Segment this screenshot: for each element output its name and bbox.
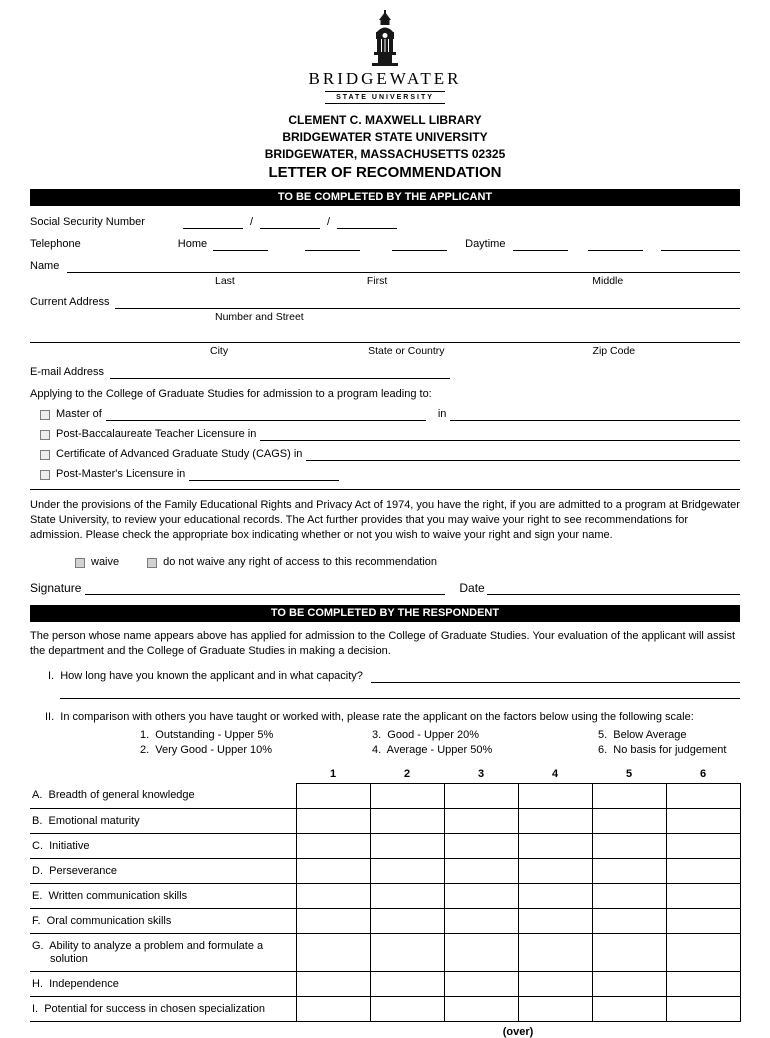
- scale-item: 3. Good - Upper 20%: [372, 729, 480, 741]
- rating-cell[interactable]: [666, 809, 740, 834]
- postbac-field[interactable]: [260, 428, 740, 441]
- respondent-section-bar: TO BE COMPLETED BY THE RESPONDENT: [30, 605, 740, 622]
- logo-rule-bottom: [325, 103, 445, 104]
- table-row: [30, 997, 740, 1022]
- rating-cell[interactable]: [296, 934, 370, 972]
- university-name: BRIDGEWATER STATE UNIVERSITY: [282, 130, 488, 144]
- city-label: City: [210, 345, 229, 357]
- table-row: [30, 909, 740, 934]
- rating-cell[interactable]: [666, 784, 740, 809]
- logo-wordmark: BRIDGEWATER: [308, 69, 462, 88]
- table-row: [30, 934, 740, 972]
- rating-cell[interactable]: [444, 972, 518, 997]
- table-row: [30, 972, 740, 997]
- rating-cell[interactable]: [518, 972, 592, 997]
- signature-row: [30, 582, 740, 595]
- logo-rule-top: [325, 91, 445, 92]
- daytime-label: Daytime: [465, 238, 506, 250]
- rating-cell[interactable]: [518, 909, 592, 934]
- applicant-section-bar: TO BE COMPLETED BY THE APPLICANT: [30, 189, 740, 206]
- rating-cell[interactable]: [444, 859, 518, 884]
- street-sublabel-row: [30, 311, 740, 323]
- clock-tower-logo: [362, 10, 408, 68]
- rating-row-label: D. Perseverance: [30, 859, 296, 884]
- rating-cell[interactable]: [296, 884, 370, 909]
- ferpa-paragraph: Under the provisions of the Family Educational Rights and Privacy Act of 1974, you have the right, if you are admitted to a program at Bridgewater State University, to review your educational records. The Act further provides that you may waive your right to see recommendations for admission. Please check the appropriate box indicating whether or not you wish to waive your right and sign your name.: [30, 499, 740, 541]
- rating-cell[interactable]: [592, 997, 666, 1022]
- home-label: Home: [177, 238, 208, 250]
- ssn-separator: /: [327, 216, 331, 228]
- name-label: Name: [30, 260, 60, 272]
- table-row: [30, 859, 740, 884]
- date-field[interactable]: [487, 582, 740, 595]
- number-street-label: Number and Street: [215, 311, 304, 323]
- postbac-label: Post-Baccalaureate Teacher Licensure in: [56, 428, 257, 440]
- program-postmaster-row: [30, 468, 740, 481]
- postmaster-field[interactable]: [189, 468, 339, 481]
- university-address: BRIDGEWATER, MASSACHUSETTS 02325: [264, 147, 506, 161]
- rating-cell[interactable]: [444, 784, 518, 809]
- question-2-row: [30, 711, 740, 724]
- question-1-row: [30, 670, 740, 683]
- date-label: Date: [459, 581, 485, 595]
- scale-column-1: [140, 728, 372, 758]
- rating-cell[interactable]: [370, 997, 444, 1022]
- rating-cell[interactable]: [370, 934, 444, 972]
- scale-item: 6. No basis for judgement: [598, 744, 727, 756]
- home-phone-field-2[interactable]: [305, 238, 360, 251]
- daytime-phone-field-3[interactable]: [661, 238, 740, 251]
- waive-label: waive: [91, 556, 120, 568]
- ssn-field-1[interactable]: [183, 216, 243, 229]
- name-sublabels: [30, 275, 740, 287]
- scale-column-3: [598, 728, 726, 758]
- rating-scale-legend: [140, 728, 740, 758]
- email-field[interactable]: [110, 366, 450, 379]
- rating-cell[interactable]: [444, 934, 518, 972]
- master-checkbox[interactable]: [40, 410, 50, 420]
- signature-label: Signature: [30, 581, 82, 595]
- rating-cell[interactable]: [592, 834, 666, 859]
- postbac-checkbox[interactable]: [40, 430, 50, 440]
- rating-row-label: F. Oral communication skills: [30, 909, 296, 934]
- waive-row: [30, 556, 740, 569]
- masthead: [30, 10, 740, 181]
- rating-cell[interactable]: [666, 909, 740, 934]
- rating-cell[interactable]: [666, 859, 740, 884]
- master-of-field[interactable]: [106, 408, 426, 421]
- city-state-zip-sublabels: [30, 345, 740, 357]
- library-name: CLEMENT C. MAXWELL LIBRARY: [288, 113, 482, 127]
- city-state-zip-field[interactable]: [30, 331, 740, 343]
- rating-cell[interactable]: [444, 884, 518, 909]
- rating-cell[interactable]: [518, 884, 592, 909]
- rating-cell[interactable]: [370, 884, 444, 909]
- table-row: [30, 884, 740, 909]
- name-last-label: Last: [215, 275, 235, 287]
- rating-cell[interactable]: [296, 834, 370, 859]
- rating-cell[interactable]: [370, 859, 444, 884]
- rating-cell[interactable]: [296, 909, 370, 934]
- scale-item: 5. Below Average: [598, 729, 687, 741]
- program-master-row: [30, 408, 740, 421]
- rating-column-header: 3: [477, 768, 485, 780]
- rating-column-header: 4: [551, 768, 559, 780]
- scale-item: 1. Outstanding - Upper 5%: [140, 729, 274, 741]
- ssn-label: Social Security Number: [30, 216, 145, 228]
- rating-cell[interactable]: [370, 809, 444, 834]
- logo-subtitle: STATE UNIVERSITY: [336, 94, 434, 101]
- ssn-row: [30, 216, 740, 229]
- rating-cell[interactable]: [592, 909, 666, 934]
- rating-cell[interactable]: [296, 809, 370, 834]
- rating-cell[interactable]: [444, 809, 518, 834]
- rating-cell[interactable]: [666, 972, 740, 997]
- cags-field[interactable]: [306, 448, 740, 461]
- rating-cell[interactable]: [518, 809, 592, 834]
- rating-cell[interactable]: [444, 909, 518, 934]
- scale-item: 4. Average - Upper 50%: [372, 744, 493, 756]
- rating-cell[interactable]: [370, 834, 444, 859]
- no-waive-label: do not waive any right of access to this recommendation: [163, 556, 438, 568]
- current-address-field[interactable]: [115, 296, 740, 309]
- rating-table: [30, 783, 741, 1022]
- table-row: [30, 834, 740, 859]
- email-row: [30, 366, 740, 379]
- telephone-label: Telephone: [30, 238, 81, 250]
- daytime-phone-field-1[interactable]: [513, 238, 568, 251]
- ssn-field-3[interactable]: [337, 216, 397, 229]
- rating-cell[interactable]: [518, 859, 592, 884]
- daytime-phone-field-2[interactable]: [588, 238, 643, 251]
- ssn-field-2[interactable]: [260, 216, 320, 229]
- name-middle-label: Middle: [592, 275, 624, 287]
- postmaster-label: Post-Master's Licensure in: [56, 468, 186, 480]
- rating-row-label: E. Written communication skills: [30, 884, 296, 909]
- question-1-field-line-2[interactable]: [60, 683, 740, 699]
- no-waive-checkbox[interactable]: [147, 558, 157, 568]
- current-address-label: Current Address: [30, 296, 110, 308]
- rating-cell[interactable]: [296, 972, 370, 997]
- email-label: E-mail Address: [30, 366, 104, 378]
- table-row: [30, 784, 740, 809]
- zip-label: Zip Code: [592, 345, 636, 357]
- postmaster-checkbox[interactable]: [40, 470, 50, 480]
- home-phone-field-1[interactable]: [213, 238, 268, 251]
- form-title: LETTER OF RECOMMENDATION: [268, 164, 502, 181]
- master-label: Master of: [56, 408, 102, 420]
- table-row: [30, 809, 740, 834]
- rating-cell[interactable]: [666, 884, 740, 909]
- ssn-separator: /: [249, 216, 253, 228]
- master-in-label: in: [437, 408, 447, 420]
- rating-cell[interactable]: [592, 784, 666, 809]
- name-row: [30, 260, 740, 273]
- question-2-label: II. In comparison with others you have taught or worked with, please rate the applicant on the factors below using the following scale:: [45, 711, 694, 723]
- rating-cell[interactable]: [518, 997, 592, 1022]
- rating-row-label: G. Ability to analyze a problem and formulate a solution: [30, 934, 296, 972]
- program-postbac-row: [30, 428, 740, 441]
- rating-cell[interactable]: [592, 934, 666, 972]
- rating-cell[interactable]: [518, 834, 592, 859]
- rating-row-label: A. Breadth of general knowledge: [30, 784, 296, 809]
- rating-cell[interactable]: [370, 909, 444, 934]
- rating-cell[interactable]: [666, 997, 740, 1022]
- rating-cell[interactable]: [592, 859, 666, 884]
- program-cags-row: [30, 448, 740, 461]
- name-field[interactable]: [67, 260, 740, 273]
- rating-cell[interactable]: [370, 784, 444, 809]
- rating-column-header: 6: [699, 768, 707, 780]
- rating-column-header: 2: [403, 768, 411, 780]
- rating-row-label: B. Emotional maturity: [30, 809, 296, 834]
- state-label: State or Country: [368, 345, 445, 357]
- rating-cell[interactable]: [666, 834, 740, 859]
- applying-text-row: [30, 388, 740, 401]
- current-address-row: [30, 296, 740, 309]
- question-1-field[interactable]: [371, 670, 740, 683]
- signature-field[interactable]: [85, 582, 445, 595]
- rating-row-label: H. Independence: [30, 972, 296, 997]
- rating-cell[interactable]: [592, 972, 666, 997]
- rating-column-headers: [296, 768, 740, 780]
- cags-label: Certificate of Advanced Graduate Study (CAGS) in: [56, 448, 303, 460]
- section-divider: [30, 489, 740, 490]
- rating-cell[interactable]: [444, 834, 518, 859]
- over-note: (over): [502, 1026, 534, 1038]
- scale-column-2: [372, 728, 598, 758]
- rating-cell[interactable]: [370, 972, 444, 997]
- rating-column-header: 5: [625, 768, 633, 780]
- question-1-label: I. How long have you known the applicant and in what capacity?: [48, 670, 363, 682]
- applying-text: Applying to the College of Graduate Studies for admission to a program leading to:: [30, 388, 432, 400]
- name-first-label: First: [366, 275, 388, 287]
- home-phone-field-3[interactable]: [392, 238, 447, 251]
- rating-cell[interactable]: [444, 997, 518, 1022]
- rating-row-label: C. Initiative: [30, 834, 296, 859]
- rating-column-header: 1: [329, 768, 337, 780]
- rating-cell[interactable]: [518, 934, 592, 972]
- scale-item: 2. Very Good - Upper 10%: [140, 744, 273, 756]
- telephone-row: [30, 238, 740, 251]
- rating-cell[interactable]: [592, 884, 666, 909]
- master-in-field[interactable]: [450, 408, 740, 421]
- rating-cell[interactable]: [296, 784, 370, 809]
- waive-checkbox[interactable]: [75, 558, 85, 568]
- rating-cell[interactable]: [518, 784, 592, 809]
- rating-row-label: I. Potential for success in chosen specialization: [30, 997, 296, 1022]
- rating-cell[interactable]: [296, 859, 370, 884]
- rating-cell[interactable]: [296, 997, 370, 1022]
- cags-checkbox[interactable]: [40, 450, 50, 460]
- rating-cell[interactable]: [666, 934, 740, 972]
- respondent-intro: The person whose name appears above has applied for admission to the College of Graduate Studies. Your evaluation of the applicant will assist the department and the College of Graduate Studies in making a decision.: [30, 630, 736, 657]
- rating-cell[interactable]: [592, 809, 666, 834]
